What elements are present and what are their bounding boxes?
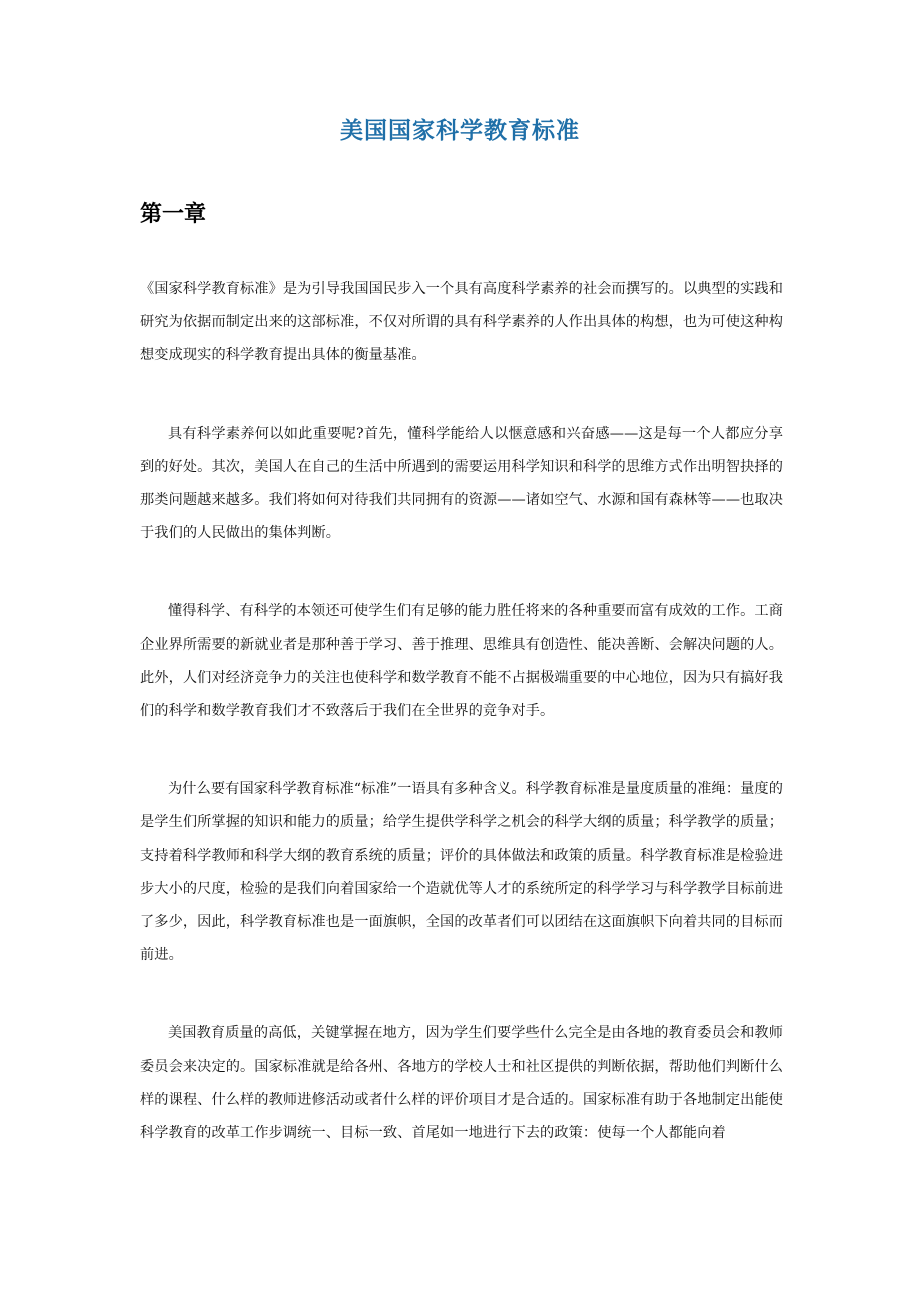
paragraph-importance: 具有科学素养何以如此重要呢?首先，懂科学能给人以惬意感和兴奋感——这是每一个人都应分享到的好处。其次，美国人在自己的生活中所遇到的需要运用科学知识和科学的思维方式作出明智抉择的那类问题越来越多。我们将如何对待我们共同拥有的资源——诸如空气、水源和国有森林等——也取决于我们的人民做出的集体判断。 bbox=[140, 425, 783, 542]
document-title: 美国国家科学教育标准 bbox=[340, 118, 580, 144]
document-body bbox=[140, 273, 783, 1195]
chapter-heading: 第一章 bbox=[140, 202, 207, 227]
paragraph-workforce: 懂得科学、有科学的本领还可使学生们有足够的能力胜任将来的各种重要而富有成效的工作。工商企业界所需要的新就业者是那种善于学习、善于推理、思维具有创造性、能决善断、会解决问题的人。此外，人们对经济竞争力的关注也使科学和数学教育不能不占据极端重要的中心地位，因为只有搞好我们的科学和数学教育我们才不致落后于我们在全世界的竞争对手。 bbox=[140, 603, 783, 720]
paragraph-local-control: 美国教育质量的高低，关键掌握在地方，因为学生们要学些什么完全是由各地的教育委员会和教师委员会来决定的。国家标准就是给各州、各地方的学校人士和社区提供的判断依据，帮助他们判断什么样的课程、什么样的教师进修活动或者什么样的评价项目才是合适的。国家标准有助于各地制定出能使科学教育的改革工作步调统一、目标一致、首尾如一地进行下去的政策：使每一个人都能向着 bbox=[140, 1025, 783, 1142]
paragraph-intro: 《国家科学教育标准》是为引导我国国民步入一个具有高度科学素养的社会而撰写的。以典型的实践和研究为依据而制定出来的这部标准，不仅对所谓的具有科学素养的人作出具体的构想，也为可使这种构想变成现实的科学教育提出具体的衡量基准。 bbox=[140, 281, 783, 364]
paragraph-why-standards: 为什么要有国家科学教育标准“标准”一语具有多种含义。科学教育标准是量度质量的准绳：量度的是学生们所掌握的知识和能力的质量；给学生提供学科学之机会的科学大纲的质量；科学教学的质量；支持着科学教师和科学大纲的教育系统的质量；评价的具体做法和政策的质量。科学教育标准是检验进步大小的尺度，检验的是我们向着国家给一个造就优等人才的系统所定的科学学习与科学教学目标前进了多少，因此，科学教育标准也是一面旗帜，全国的改革者们可以团结在这面旗帜下向着共同的目标而前进。 bbox=[140, 781, 783, 964]
